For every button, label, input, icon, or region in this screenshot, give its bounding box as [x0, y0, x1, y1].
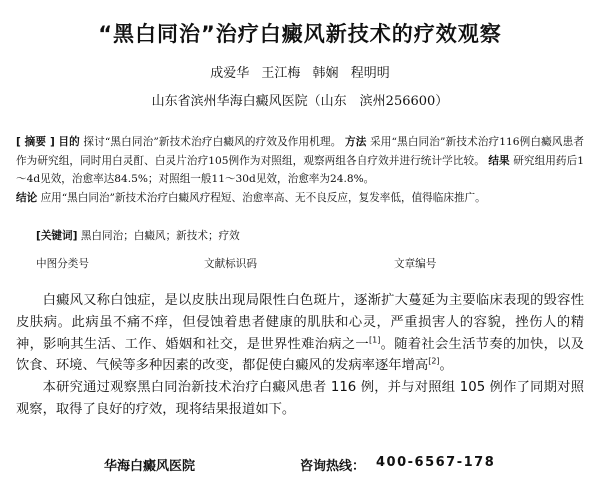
reference-2: [2]	[428, 356, 440, 366]
result-text: 研究组用药后1～4d见效，治愈率达84.5%；对照组一般11～30d见效，治愈率为24.8%。	[16, 154, 585, 185]
purpose-label: 目的	[58, 136, 80, 148]
result-label: 结果	[488, 154, 510, 167]
hotline-label: 咨询热线：	[300, 459, 366, 474]
hospital-name: 华海白癜风医院	[104, 459, 196, 474]
paper-title: “黑白同治”治疗白癜风新技术的疗效观察	[98, 22, 502, 46]
method-label: 方法	[345, 136, 367, 148]
clc-number-label: 中图分类号	[36, 258, 89, 270]
keywords	[36, 228, 584, 243]
body-paragraph-2: 本研究通过观察黑白同治新技术治疗白癜风患者 116 例，并与对照组 105 例作了同期对照观察，取得了良好的疗效，现将结果报道如下。	[16, 380, 584, 417]
keywords-text: 黑白同治；白癜风；新技术；疗效	[80, 230, 240, 242]
reference-1: [1]	[369, 335, 381, 345]
document-code-label: 文献标识码	[204, 258, 257, 270]
paper-authors: 成爱华 王江梅 韩娴 程明明	[210, 66, 390, 81]
body-paragraph-1: 白癜风又称白蚀症，是以皮肤出现局限性白色斑片，逐渐扩大蔓延为主要临床表现的毁容性皮肤病。此病虽不痛不痒，但侵蚀着患者健康的肌肤和心灵，严重损害人的容貌，挫伤人的精神，影响其生活、工作、婚姻和社交，是世界性难治病之一[1]。随着社会生活节奏的加快，以及饮食、环境、气候等多种因素的改变，都促使白癜风的发病率逐年增高[2]。	[16, 293, 585, 374]
hotline-number[interactable]: 400-6567-178	[376, 455, 496, 470]
footer-banner	[0, 455, 600, 475]
abstract	[16, 133, 584, 207]
conclusion-label: 结论	[16, 191, 38, 204]
paper-affiliation: 山东省滨州华海白癜风医院（山东 滨州256600）	[151, 94, 449, 109]
conclusion-text: 应用“黑白同治”新技术治疗白癜风疗程短、治愈率高、无不良反应，复发率低，值得临床推广。	[40, 191, 486, 204]
abstract-label: [ 摘要 ]	[16, 136, 55, 148]
keywords-label: [关键词]	[36, 230, 78, 242]
article-number-label: 文章编号	[394, 258, 437, 270]
purpose-text: 探讨“黑白同治”新技术治疗白癜风的疗效及作用机理。	[83, 136, 342, 148]
method-text: 采用“黑白同治”新技术治疗116例白癜风患者作为研究组，同时用白灵酊、白灵片治疗105例作为对照组，观察两组各自疗效并进行统计学比较。	[16, 136, 584, 167]
body-text	[16, 290, 584, 421]
